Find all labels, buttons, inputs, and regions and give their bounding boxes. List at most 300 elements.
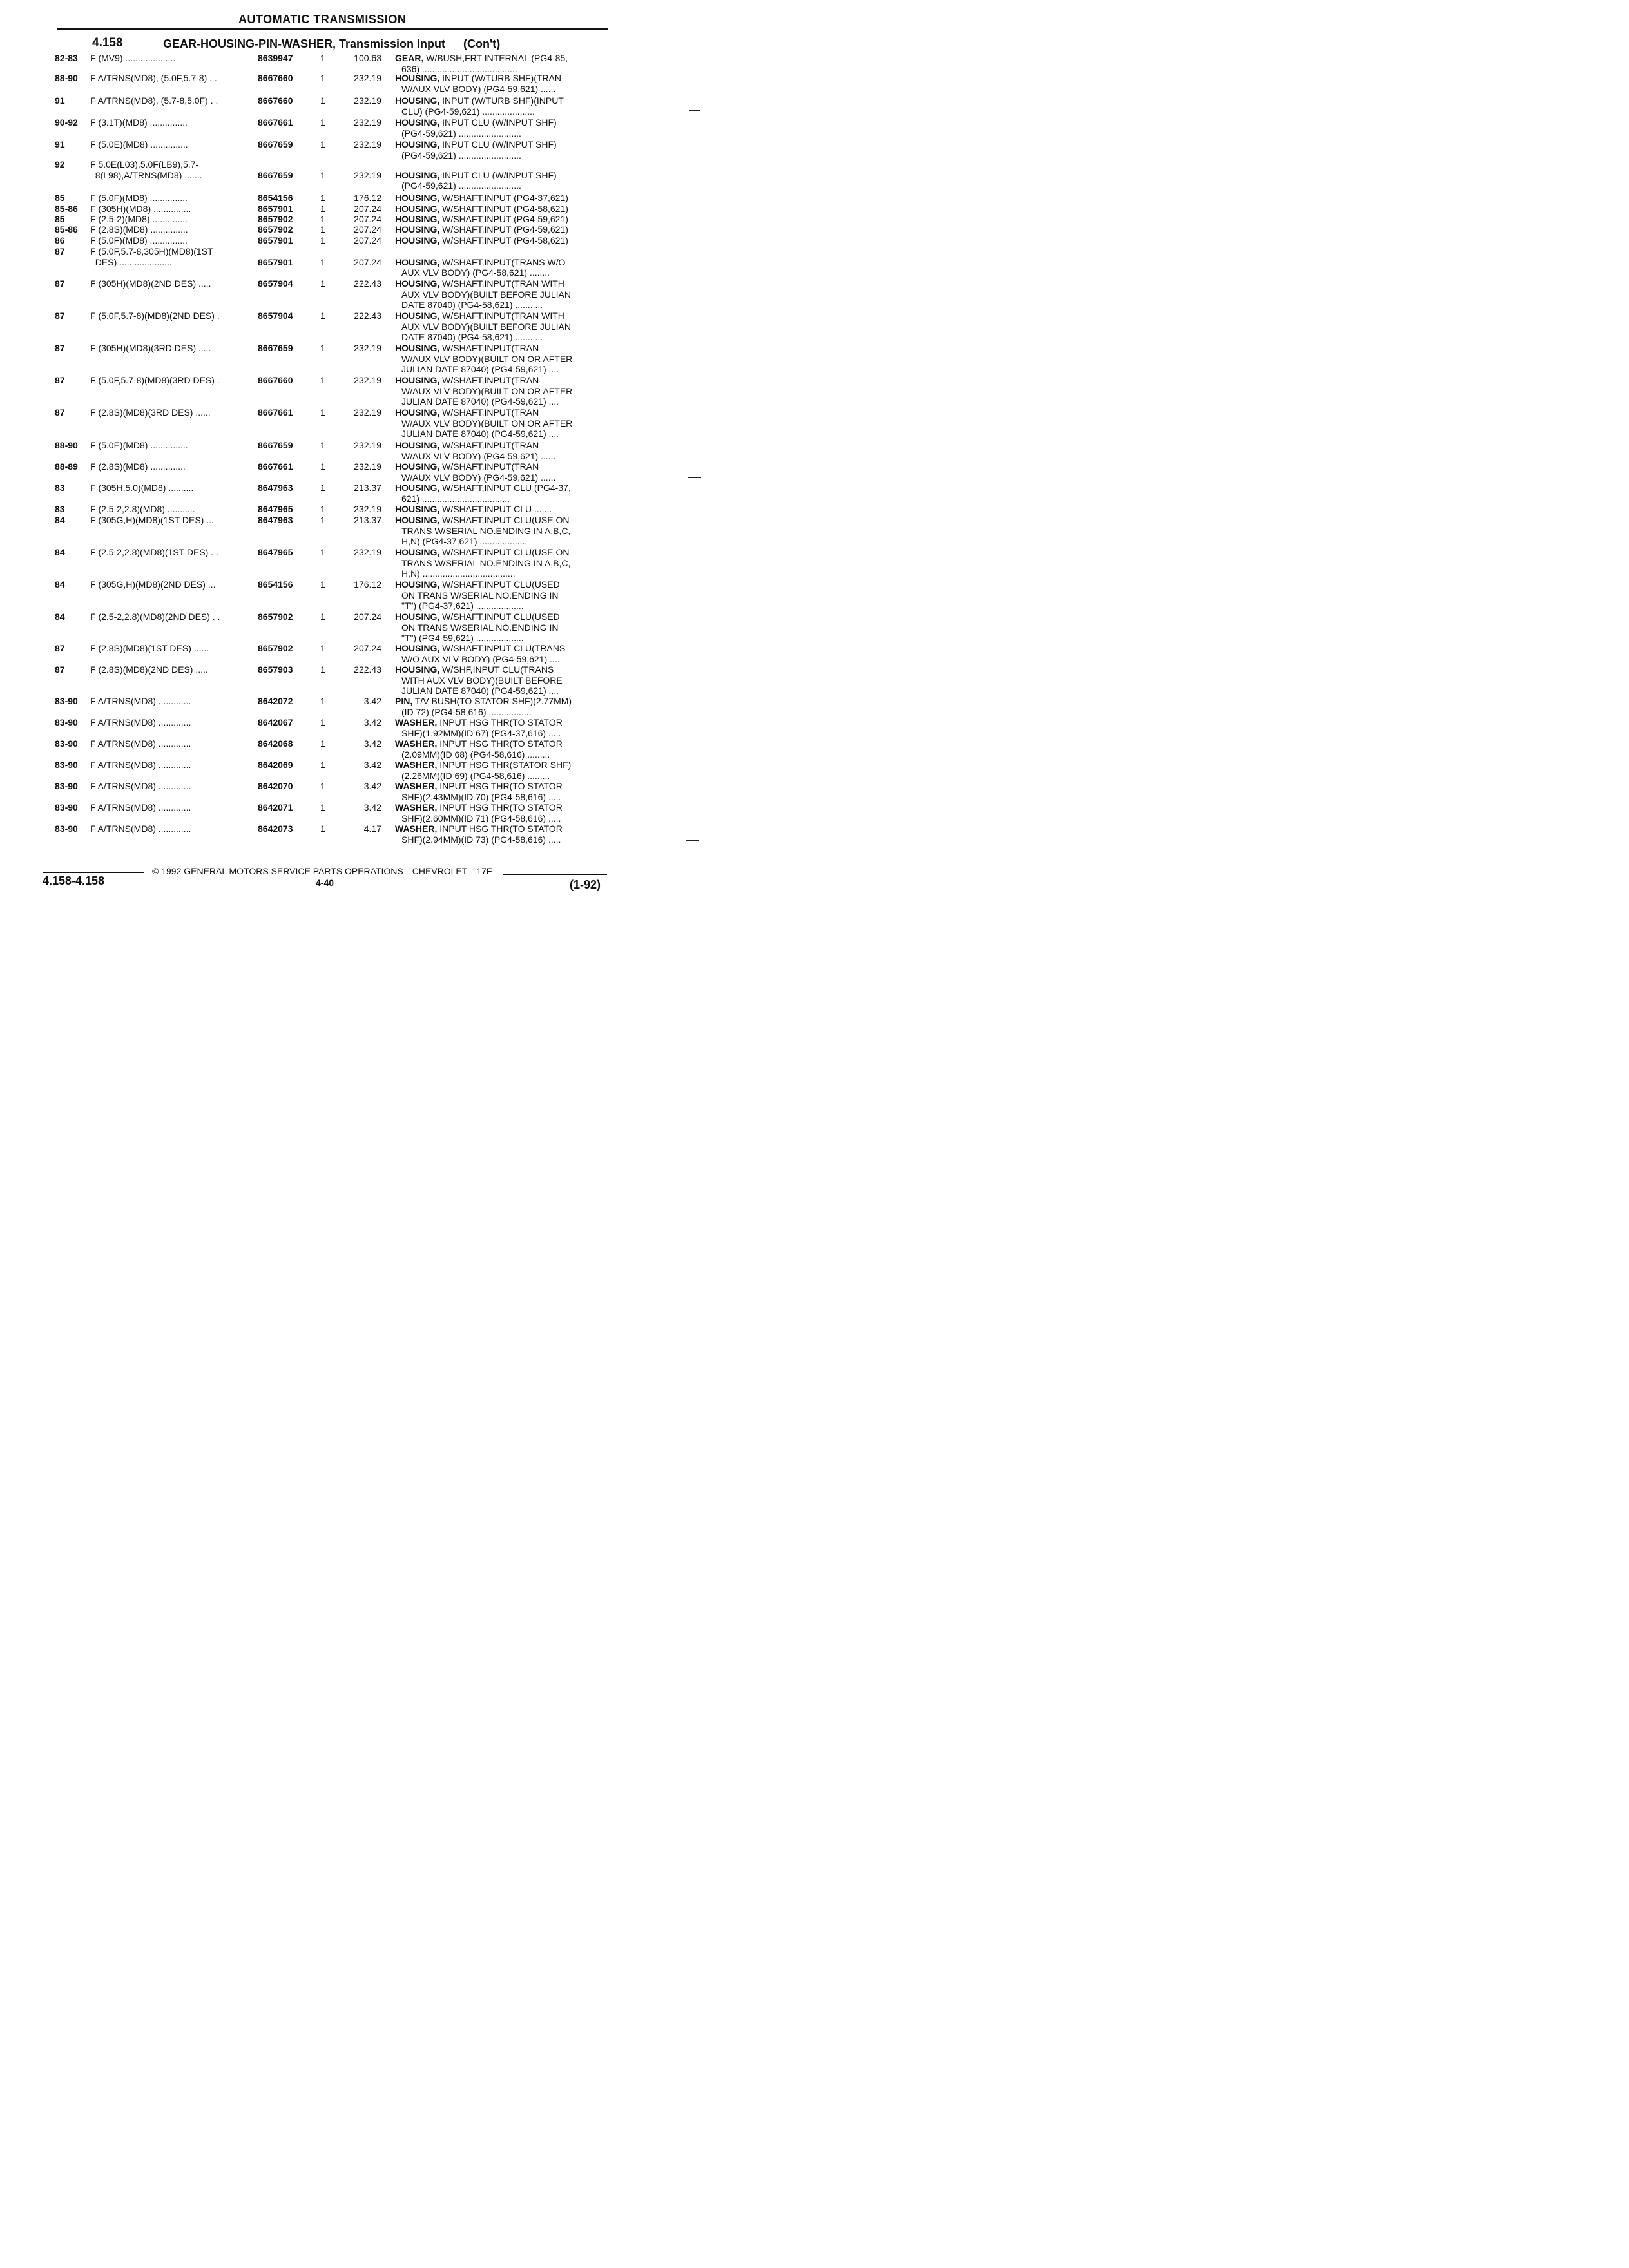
entry-description-text: W/AUX VLV BODY)(BUILT ON OR AFTER — [401, 353, 573, 364]
entry-year: 82-83 — [55, 53, 78, 63]
entry-description-text: W/SHAFT,INPUT CLU ....... — [442, 504, 552, 514]
entry-model-line: F (2.8S)(MD8)(1ST DES) ...... — [90, 643, 209, 653]
entry-model-line: F (2.8S)(MD8)(3RD DES) ...... — [90, 407, 211, 418]
entry-part-number: 8667660 — [258, 95, 293, 106]
entry-item-name: HOUSING, — [395, 139, 440, 149]
entry-part-number: 8667659 — [258, 440, 293, 450]
entry-year: 92 — [55, 159, 65, 169]
entry-item-name: WASHER, — [395, 717, 438, 727]
entry-description-text: W/SHAFT,INPUT CLU(USED — [442, 579, 560, 590]
entry-description-text: W/AUX VLV BODY) (PG4-59,621) ...... — [401, 472, 556, 483]
entry-description-text: (PG4-59,621) ......................... — [401, 180, 521, 191]
entry-model — [90, 643, 245, 654]
entry-year: 88-89 — [55, 461, 78, 472]
entry-description-text: INPUT CLU (W/INPUT SHF) — [442, 169, 557, 180]
entry-description-line — [395, 53, 608, 64]
entry-description-text: 621) ................................... — [401, 493, 510, 504]
entry-year: 87 — [55, 375, 65, 385]
entry-description-line — [395, 332, 608, 343]
entry-description — [395, 343, 608, 375]
entry-quantity: 1 — [320, 696, 325, 706]
entry-description — [395, 73, 608, 94]
entry-description — [395, 611, 608, 644]
entry-description-line — [395, 257, 608, 268]
entry-model — [90, 235, 245, 246]
entry-price: 3.42 — [363, 802, 381, 812]
entry-model-line: 8(L98),A/TRNS(MD8) ....... — [90, 169, 202, 180]
entry-description-text: ON TRANS W/SERIAL NO.ENDING IN — [401, 622, 559, 633]
entry-description-text: INPUT HSG THR(TO STATOR — [439, 717, 563, 727]
entry-price: 222.43 — [354, 664, 381, 675]
entry-price: 207.24 — [354, 235, 381, 245]
entry-model — [90, 246, 245, 267]
entry-description-text: JULIAN DATE 87040) (PG4-59,621) .... — [401, 364, 559, 375]
entry-description-line — [395, 515, 608, 526]
entry-item-name: HOUSING, — [395, 440, 440, 450]
entry-item-name: HOUSING, — [395, 204, 440, 214]
entry-quantity: 1 — [320, 781, 325, 791]
entry-year: 83-90 — [55, 823, 78, 834]
entry-description — [395, 781, 608, 802]
entry-description-line — [395, 461, 608, 472]
entry-price: 207.24 — [354, 204, 381, 214]
entry-year: 84 — [55, 515, 65, 525]
entry-model-line: F 5.0E(L03),5.0F(LB9),5.7- — [90, 159, 199, 169]
entry-description-line — [395, 224, 608, 235]
entry-model-line: F (305H)(MD8)(3RD DES) ..... — [90, 343, 211, 353]
entry-year: 83 — [55, 483, 65, 493]
entry-description — [395, 717, 608, 738]
entry-description-line — [395, 117, 608, 128]
entry-description-line — [395, 451, 608, 462]
entry-description — [395, 53, 608, 74]
entry-part-number: 8657901 — [258, 235, 293, 245]
entry-part-number: 8647965 — [258, 547, 293, 557]
entry-item-name: HOUSING, — [395, 407, 440, 418]
section-number: 4.158 — [92, 36, 123, 50]
entry-description — [395, 504, 608, 515]
entry-part-number: 8642068 — [258, 738, 293, 749]
entry-model-line: F (2.8S)(MD8) .............. — [90, 461, 186, 472]
entry-price: 176.12 — [354, 193, 381, 203]
entry-model-line: F (305H)(MD8) ............... — [90, 204, 191, 214]
entry-item-name: WASHER, — [395, 802, 438, 812]
entry-item-name: WASHER, — [395, 781, 438, 791]
entry-item-name: HOUSING, — [395, 214, 440, 224]
entry-year: 85 — [55, 214, 65, 224]
entry-model-line: F A/TRNS(MD8) ............. — [90, 781, 191, 791]
entry-quantity: 1 — [320, 235, 325, 245]
entry-model-line: F A/TRNS(MD8) ............. — [90, 802, 191, 812]
entry-price: 3.42 — [363, 781, 381, 791]
entry-year: 84 — [55, 611, 65, 622]
entry-description — [395, 696, 608, 717]
entry-model-line: F (5.0E)(MD8) ............... — [90, 440, 188, 450]
entry-item-name: HOUSING, — [395, 256, 440, 267]
entry-year: 91 — [55, 139, 65, 149]
entry-model-line: F (5.0F,5.7-8)(MD8)(2ND DES) . — [90, 311, 220, 321]
entry-quantity: 1 — [320, 717, 325, 727]
entry-description-line — [395, 343, 608, 354]
entry-description-line — [395, 494, 608, 505]
entry-item-name: HOUSING, — [395, 579, 440, 590]
entry-description-text: W/SHAFT,INPUT(TRAN — [442, 440, 539, 450]
entry-description — [395, 170, 608, 191]
entry-item-name: WASHER, — [395, 760, 438, 770]
entry-description-text: INPUT (W/TURB SHF)(INPUT — [442, 95, 564, 106]
entry-description-text: INPUT CLU (W/INPUT SHF) — [442, 117, 557, 128]
entry-part-number: 8647965 — [258, 504, 293, 514]
entry-item-name: HOUSING, — [395, 643, 440, 653]
entry-description-text: AUX VLV BODY)(BUILT BEFORE JULIAN — [401, 289, 571, 300]
entry-description-line — [395, 738, 608, 749]
entry-price: 232.19 — [354, 547, 381, 557]
entry-item-name: HOUSING, — [395, 73, 440, 83]
entry-description-line — [395, 792, 608, 803]
entry-description — [395, 193, 608, 204]
entry-quantity: 1 — [320, 738, 325, 749]
entry-quantity: 1 — [320, 311, 325, 321]
entry-model-line: F A/TRNS(MD8) ............. — [90, 738, 191, 749]
entry-description-text: INPUT CLU (W/INPUT SHF) — [442, 139, 557, 149]
entry-description — [395, 257, 608, 278]
entry-model-line: F (2.5-2)(MD8) .............. — [90, 214, 188, 224]
entry-model — [90, 204, 245, 215]
entry-description-text: H,N) (PG4-37,621) ................... — [401, 536, 528, 547]
entry-description-line — [395, 278, 608, 289]
entry-model — [90, 547, 245, 558]
entry-description-text: "T") (PG4-37,621) ................... — [401, 601, 524, 611]
entry-description-line — [395, 418, 608, 429]
entry-year: 87 — [55, 407, 65, 418]
entry-description-line — [395, 428, 608, 439]
entry-description-text: JULIAN DATE 87040) (PG4-59,621) .... — [401, 686, 559, 697]
entry-description-text: W/SHAFT,INPUT(TRAN — [442, 343, 539, 353]
entry-part-number: 8657902 — [258, 643, 293, 653]
entry-model — [90, 407, 245, 418]
entry-description-text: (2.26MM)(ID 69) (PG4-58,616) ......... — [401, 770, 550, 781]
entry-description-text: W/SHAFT,INPUT (PG4-58,621) — [442, 204, 568, 214]
entry-description-line — [395, 73, 608, 84]
entry-price: 207.24 — [354, 256, 381, 267]
entry-price: 207.24 — [354, 224, 381, 235]
entry-item-name: HOUSING, — [395, 504, 440, 514]
entry-quantity: 1 — [320, 547, 325, 557]
entry-description-line — [395, 601, 608, 611]
entry-model-line: F (5.0F)(MD8) ............... — [90, 235, 188, 245]
entry-model — [90, 802, 245, 813]
entry-year: 84 — [55, 547, 65, 557]
entry-description — [395, 278, 608, 311]
entry-part-number: 8657902 — [258, 224, 293, 235]
entry-description — [395, 117, 608, 139]
entry-model — [90, 738, 245, 749]
entry-quantity: 1 — [320, 664, 325, 675]
entry-model-line: F (305H,5.0)(MD8) .......... — [90, 483, 194, 493]
entry-description-text: (PG4-59,621) ......................... — [401, 128, 521, 139]
entry-year: 90-92 — [55, 117, 78, 128]
entry-quantity: 1 — [320, 256, 325, 267]
entry-description-text: AUX VLV BODY) (PG4-58,621) ........ — [401, 267, 550, 278]
entry-quantity: 1 — [320, 823, 325, 834]
entry-description-line — [395, 664, 608, 675]
entry-description-line — [395, 139, 608, 150]
entry-part-number: 8667661 — [258, 117, 293, 128]
entry-item-name: HOUSING, — [395, 278, 440, 289]
entry-description-text: INPUT HSG THR(TO STATOR — [439, 823, 563, 834]
entry-description-text: INPUT HSG THR(TO STATOR — [439, 781, 563, 791]
entry-model — [90, 461, 245, 472]
entry-description — [395, 461, 608, 483]
entry-year: 83-90 — [55, 738, 78, 749]
entry-price: 232.19 — [354, 117, 381, 128]
entry-description-text: W/SHAFT,INPUT (PG4-59,621) — [442, 224, 568, 235]
entry-part-number: 8657901 — [258, 204, 293, 214]
entry-part-number: 8657904 — [258, 278, 293, 289]
entry-item-name: HOUSING, — [395, 224, 440, 235]
entry-description-text: "T") (PG4-59,621) ................... — [401, 633, 524, 644]
entry-part-number: 8654156 — [258, 193, 293, 203]
entry-description-text: INPUT HSG THR(TO STATOR — [439, 738, 563, 749]
entry-description-text: WITH AUX VLV BODY)(BUILT BEFORE — [401, 675, 563, 686]
entry-description-line — [395, 289, 608, 300]
entry-item-name: HOUSING, — [395, 169, 440, 180]
entry-description-text: W/SHAFT,INPUT CLU(USE ON — [442, 515, 570, 525]
entry-part-number: 8647963 — [258, 515, 293, 525]
entry-description-text: DATE 87040) (PG4-58,621) ........... — [401, 300, 543, 311]
title-rule — [57, 28, 608, 30]
entry-description — [395, 664, 608, 697]
entry-year: 87 — [55, 664, 65, 675]
footer-date-code: (1-92) — [570, 878, 601, 891]
entry-description-text: JULIAN DATE 87040) (PG4-59,621) .... — [401, 428, 559, 439]
entry-item-name: HOUSING, — [395, 235, 440, 245]
entry-price: 4.17 — [363, 823, 381, 834]
entry-description-text: JULIAN DATE 87040) (PG4-59,621) .... — [401, 396, 559, 407]
entry-price: 232.19 — [354, 504, 381, 514]
entry-part-number: 8639947 — [258, 53, 293, 63]
entry-description — [395, 224, 608, 235]
entry-description-text: W/SHAFT,INPUT CLU (PG4-37, — [442, 483, 571, 493]
entry-model-line: F A/TRNS(MD8) ............. — [90, 696, 191, 706]
entry-description-line — [395, 193, 608, 204]
entry-model-line: F (2.5-2,2.8)(MD8) ........... — [90, 504, 195, 514]
entry-model — [90, 515, 245, 526]
entry-description — [395, 515, 608, 547]
entry-description-line — [395, 504, 608, 515]
entry-price: 232.19 — [354, 375, 381, 385]
entry-description-text: (PG4-59,621) ......................... — [401, 149, 521, 160]
entry-description-text: W/SHAFT,INPUT CLU(TRANS — [442, 643, 566, 653]
entry-model — [90, 278, 245, 289]
entry-quantity: 1 — [320, 407, 325, 418]
entry-description-line — [395, 311, 608, 322]
entry-description-line — [395, 547, 608, 558]
entry-description-text: W/SHF,INPUT CLU(TRANS — [442, 664, 554, 675]
entry-description-text: W/SHAFT,INPUT (PG4-59,621) — [442, 214, 568, 224]
entry-description-line — [395, 386, 608, 397]
margin-mark — [689, 110, 700, 111]
entry-part-number: 8667659 — [258, 343, 293, 353]
entry-description-line — [395, 407, 608, 418]
entry-price: 213.37 — [354, 515, 381, 525]
entry-model-line: F (5.0E)(MD8) ............... — [90, 139, 188, 149]
entry-description-line — [395, 322, 608, 332]
entry-part-number: 8657903 — [258, 664, 293, 675]
entry-price: 232.19 — [354, 169, 381, 180]
entry-description-line — [395, 749, 608, 760]
entry-model-line: F A/TRNS(MD8), (5.7-8,5.0F) . . — [90, 95, 218, 106]
entry-price: 3.42 — [363, 717, 381, 727]
entry-description-text: (ID 72) (PG4-58,616) ................. — [401, 706, 532, 717]
entry-description-line — [395, 204, 608, 215]
entry-part-number: 8667660 — [258, 73, 293, 83]
entry-year: 83-90 — [55, 717, 78, 727]
entry-description-text: W/SHAFT,INPUT(TRAN WITH — [442, 311, 564, 321]
entry-model — [90, 760, 245, 771]
entry-description — [395, 579, 608, 611]
entry-description-line — [395, 686, 608, 697]
entry-model — [90, 375, 245, 386]
entry-model-line: F (2.8S)(MD8) ............... — [90, 224, 188, 235]
entry-price: 207.24 — [354, 611, 381, 622]
entry-description-text: W/SHAFT,INPUT(TRAN — [442, 407, 539, 418]
entry-description-text: TRANS W/SERIAL NO.ENDING IN A,B,C, — [401, 525, 571, 536]
entry-description-text: T/V BUSH(TO STATOR SHF)(2.77MM) — [414, 696, 572, 706]
entry-description-line — [395, 526, 608, 537]
entry-item-name: HOUSING, — [395, 117, 440, 128]
entry-description — [395, 547, 608, 579]
entry-quantity: 1 — [320, 461, 325, 472]
entry-description — [395, 643, 608, 664]
entry-description-text: W/AUX VLV BODY) (PG4-59,621) ...... — [401, 83, 556, 94]
entry-description-text: W/SHAFT,INPUT(TRAN — [442, 375, 539, 385]
entry-description-line — [395, 590, 608, 601]
entry-description-text: W/O AUX VLV BODY) (PG4-59,621) .... — [401, 653, 560, 664]
entry-part-number: 8642073 — [258, 823, 293, 834]
entry-item-name: HOUSING, — [395, 483, 440, 493]
entry-description — [395, 235, 608, 246]
entry-description — [395, 407, 608, 439]
entry-description-text: W/SHAFT,INPUT (PG4-58,621) — [442, 235, 568, 245]
entry-model — [90, 311, 245, 322]
entry-part-number: 8667661 — [258, 407, 293, 418]
entry-description-line — [395, 84, 608, 95]
entry-description — [395, 139, 608, 160]
entry-description-line — [395, 823, 608, 834]
entry-model-line: F (305H)(MD8)(2ND DES) ..... — [90, 278, 211, 289]
entry-description-line — [395, 300, 608, 311]
entry-item-name: HOUSING, — [395, 515, 440, 525]
entry-quantity: 1 — [320, 139, 325, 149]
entry-description-text: TRANS W/SERIAL NO.ENDING IN A,B,C, — [401, 557, 571, 568]
footer-copyright: © 1992 GENERAL MOTORS SERVICE PARTS OPERATIONS—CHEVROLET—17F — [152, 866, 492, 876]
entry-quantity: 1 — [320, 504, 325, 514]
entry-quantity: 1 — [320, 278, 325, 289]
entry-model-line: F (2.8S)(MD8)(2ND DES) ..... — [90, 664, 208, 675]
footer-section-code: 4.158-4.158 — [43, 874, 105, 887]
entry-price: 232.19 — [354, 73, 381, 83]
entry-year: 87 — [55, 343, 65, 353]
entry-description-text: CLU) (PG4-59,621) ..................... — [401, 106, 535, 117]
entry-description-line — [395, 717, 608, 728]
entry-model — [90, 717, 245, 728]
entry-model-line: F A/TRNS(MD8) ............. — [90, 823, 191, 834]
entry-quantity: 1 — [320, 802, 325, 812]
entry-model — [90, 504, 245, 515]
entry-quantity: 1 — [320, 760, 325, 770]
entry-item-name: HOUSING, — [395, 611, 440, 622]
entry-description-line — [395, 180, 608, 191]
entry-model-line: F (305G,H)(MD8)(1ST DES) ... — [90, 515, 214, 525]
entry-description-text: INPUT HSG THR(TO STATOR — [439, 802, 563, 812]
entry-description-line — [395, 396, 608, 407]
entry-description-text: W/BUSH,FRT INTERNAL (PG4-85, — [426, 53, 568, 63]
entry-part-number: 8642071 — [258, 802, 293, 812]
entry-price: 176.12 — [354, 579, 381, 590]
entry-price: 232.19 — [354, 343, 381, 353]
entry-model — [90, 159, 245, 180]
entry-model — [90, 781, 245, 792]
entry-description-text: INPUT (W/TURB SHF)(TRAN — [442, 73, 561, 83]
entry-quantity: 1 — [320, 440, 325, 450]
entry-model-line: F A/TRNS(MD8) ............. — [90, 717, 191, 727]
entry-description-line — [395, 375, 608, 386]
entry-description-text: W/AUX VLV BODY)(BUILT ON OR AFTER — [401, 418, 573, 428]
entry-price: 232.19 — [354, 95, 381, 106]
entry-part-number: 8667659 — [258, 139, 293, 149]
entry-description-line — [395, 579, 608, 590]
entry-item-name: HOUSING, — [395, 95, 440, 106]
entry-quantity: 1 — [320, 611, 325, 622]
entry-year: 87 — [55, 311, 65, 321]
entry-year: 83-90 — [55, 760, 78, 770]
entry-description-line — [395, 813, 608, 824]
entry-model — [90, 579, 245, 590]
entry-item-name: WASHER, — [395, 738, 438, 749]
entry-model — [90, 95, 245, 106]
entry-price: 3.42 — [363, 696, 381, 706]
entry-quantity: 1 — [320, 375, 325, 385]
entry-year: 88-90 — [55, 73, 78, 83]
entry-description — [395, 823, 608, 845]
page-title: AUTOMATIC TRANSMISSION — [238, 13, 407, 26]
entry-year: 84 — [55, 579, 65, 590]
entry-quantity: 1 — [320, 343, 325, 353]
entry-model-line: F (305G,H)(MD8)(2ND DES) ... — [90, 579, 216, 590]
entry-description-line — [395, 622, 608, 633]
entry-description-text: SHF)(1.92MM)(ID 67) (PG4-37,616) ..... — [401, 727, 561, 738]
entry-price: 207.24 — [354, 643, 381, 653]
entry-description-line — [395, 558, 608, 569]
entry-description-text: W/SHAFT,INPUT CLU(USE ON — [442, 547, 570, 557]
entry-price: 232.19 — [354, 407, 381, 418]
entry-description-text: SHF)(2.94MM)(ID 73) (PG4-58,616) ..... — [401, 834, 561, 845]
entry-description-text: W/SHAFT,INPUT (PG4-37,621) — [442, 193, 568, 203]
entry-model — [90, 696, 245, 707]
footer-page-number: 4-40 — [316, 878, 334, 888]
entry-item-name: GEAR, — [395, 53, 424, 63]
entry-description — [395, 95, 608, 117]
entry-description-line — [395, 728, 608, 739]
entry-description-line — [395, 760, 608, 771]
entry-description — [395, 760, 608, 781]
entry-description-text: AUX VLV BODY)(BUILT BEFORE JULIAN — [401, 321, 571, 332]
entry-quantity: 1 — [320, 204, 325, 214]
entry-description-line — [395, 633, 608, 644]
entry-model — [90, 483, 245, 494]
entry-item-name: HOUSING, — [395, 343, 440, 353]
